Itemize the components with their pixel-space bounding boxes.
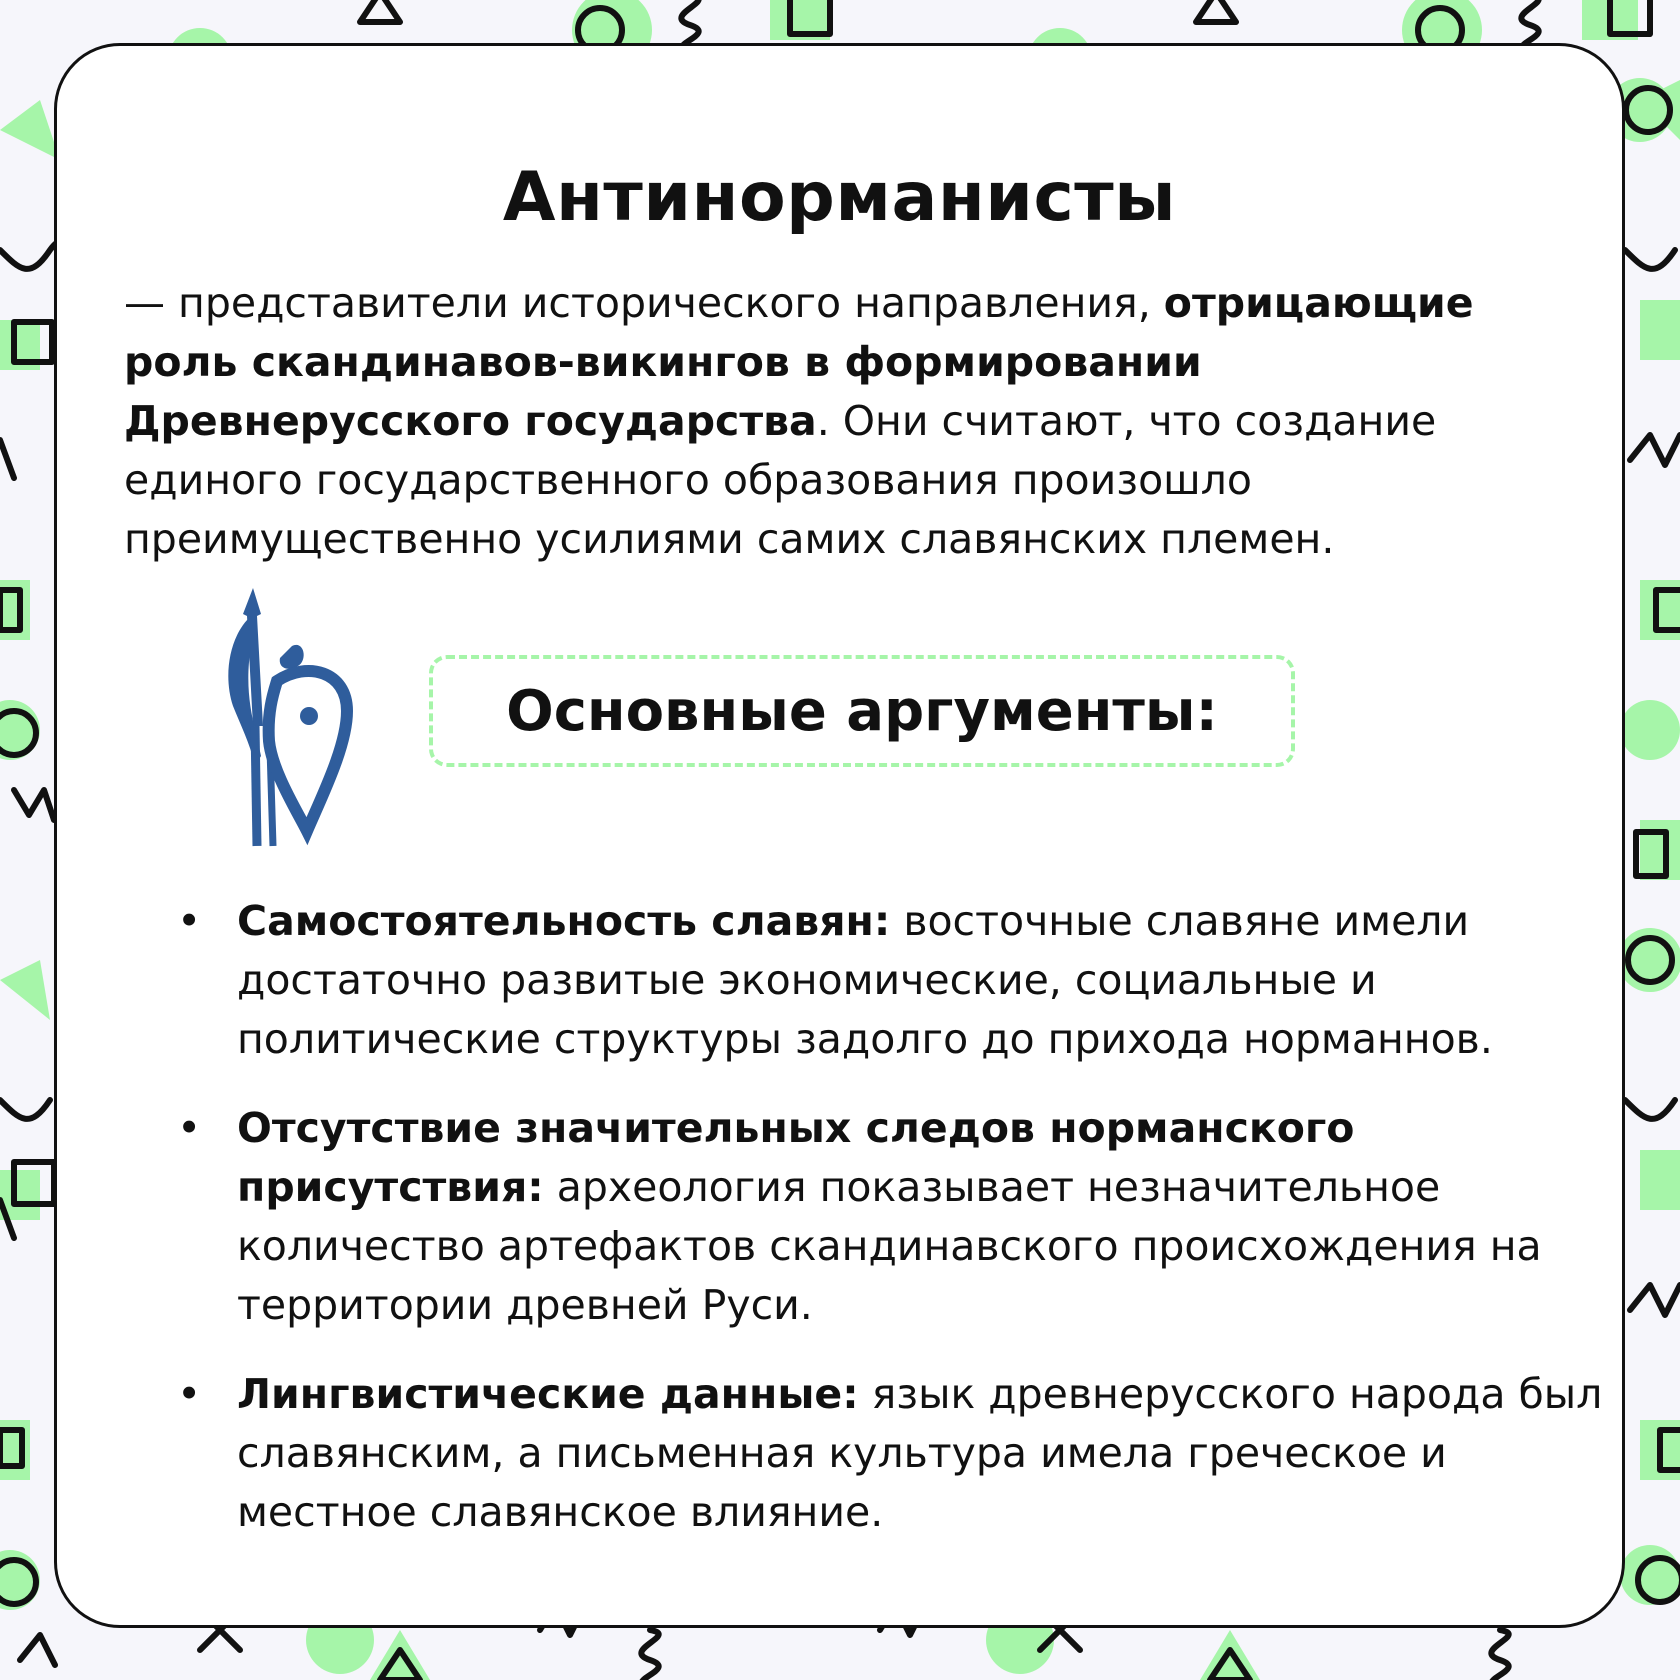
definition-bold: отрицающие роль скандинавов-викингов в формировании Древнерусского государства [124, 279, 1474, 445]
bullet: • [177, 1370, 202, 1418]
bullet: • [177, 1104, 202, 1152]
definition-rest: . Они считают, что создание единого государственного образования произошло преимущественно усилиями самих славянских племен. [124, 397, 1437, 563]
bullet: • [177, 897, 202, 945]
definition-lead: — представители исторического направления, [124, 279, 1151, 327]
page-title: Антинорманисты [502, 158, 1177, 237]
argument-item [117, 892, 1617, 1069]
definition-paragraph [124, 274, 1584, 569]
arguments-list [117, 892, 1617, 1572]
argument-text: археология показывает незначительное количество артефактов скандинавского происхождения на территории древней Руси. [237, 1163, 1542, 1329]
argument-term: Лингвистические данные: [237, 1370, 859, 1418]
argument-term: Самостоятельность славян: [237, 897, 891, 945]
arguments-heading: Основные аргументы: [506, 678, 1218, 744]
argument-text: язык древнерусского народа был славянским, а письменная культура имела греческое и местное славянское влияние. [237, 1370, 1603, 1536]
argument-item [117, 1365, 1617, 1542]
arguments-heading-box [429, 655, 1295, 767]
content-card [54, 43, 1625, 1628]
argument-item [117, 1099, 1617, 1335]
argument-text: восточные славяне имели достаточно развитые экономические, социальные и политические структуры задолго до прихода норманнов. [237, 897, 1493, 1063]
argument-term: Отсутствие значительных следов норманского присутствия: [237, 1104, 1355, 1211]
